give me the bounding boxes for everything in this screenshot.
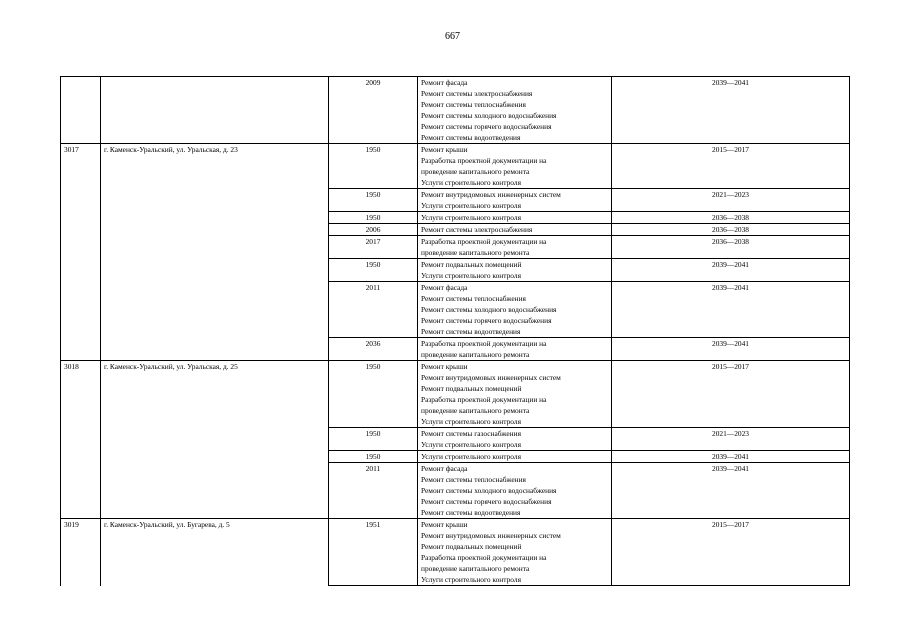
address-cell — [101, 361, 329, 428]
works-cell — [418, 519, 612, 586]
commissioning-year: 1950 — [365, 145, 381, 154]
period-cell — [612, 451, 850, 463]
year-cell — [329, 361, 418, 428]
work-item: Ремонт системы газоснабжения — [421, 429, 521, 438]
work-item: проведение капитального ремонта — [421, 406, 530, 415]
commissioning-year: 1950 — [365, 260, 381, 269]
house-address: г. Каменск-Уральский, ул. Уральская, д. 23 — [104, 145, 238, 154]
work-item: Ремонт системы холодного водоснабжения — [421, 486, 557, 495]
house-number-cell — [61, 212, 101, 224]
house-number-cell — [61, 451, 101, 463]
table-row — [61, 212, 850, 224]
period-cell — [612, 77, 850, 144]
address-cell — [101, 428, 329, 451]
work-item: Ремонт системы водоотведения — [421, 508, 521, 517]
planned-period: 2036—2038 — [712, 213, 749, 222]
planned-period: 2036—2038 — [712, 237, 749, 246]
works-cell — [418, 451, 612, 463]
work-item: Ремонт системы холодного водоснабжения — [421, 111, 557, 120]
planned-period: 2039—2041 — [712, 464, 749, 473]
work-item: проведение капитального ремонта — [421, 248, 530, 257]
planned-period: 2015—2017 — [712, 145, 749, 154]
work-item: Ремонт внутридомовых инженерных систем — [421, 531, 561, 540]
address-cell — [101, 144, 329, 189]
table-row — [61, 338, 850, 361]
work-item: Ремонт крыши — [421, 362, 468, 371]
year-cell — [329, 282, 418, 338]
address-cell — [101, 282, 329, 338]
works-cell — [418, 428, 612, 451]
work-item: проведение капитального ремонта — [421, 564, 530, 573]
house-number-cell — [61, 224, 101, 236]
commissioning-year: 1950 — [365, 190, 381, 199]
work-item: Ремонт фасада — [421, 283, 468, 292]
work-item: Ремонт системы водоотведения — [421, 327, 521, 336]
year-cell — [329, 259, 418, 282]
year-cell — [329, 338, 418, 361]
work-item: Ремонт фасада — [421, 464, 468, 473]
address-cell — [101, 212, 329, 224]
house-number-cell — [61, 519, 101, 586]
address-cell — [101, 224, 329, 236]
work-item: Услуги строительного контроля — [421, 417, 521, 426]
table-row — [61, 236, 850, 259]
period-cell — [612, 463, 850, 519]
year-cell — [329, 224, 418, 236]
house-number: 3018 — [64, 362, 79, 371]
house-number-cell — [61, 428, 101, 451]
planned-period: 2015—2017 — [712, 362, 749, 371]
house-number-cell — [61, 338, 101, 361]
house-number-cell — [61, 259, 101, 282]
year-cell — [329, 212, 418, 224]
work-item: Ремонт системы горячего водоснабжения — [421, 122, 552, 131]
house-number-cell — [61, 236, 101, 259]
table-row — [61, 361, 850, 428]
period-cell — [612, 519, 850, 586]
house-number-cell — [61, 361, 101, 428]
year-cell — [329, 519, 418, 586]
works-cell — [418, 338, 612, 361]
work-item: проведение капитального ремонта — [421, 167, 530, 176]
period-cell — [612, 189, 850, 212]
house-address: г. Каменск-Уральский, ул. Уральская, д. 25 — [104, 362, 238, 371]
commissioning-year: 2011 — [365, 283, 381, 292]
house-number-cell — [61, 144, 101, 189]
works-cell — [418, 236, 612, 259]
planned-period: 2015—2017 — [712, 520, 749, 529]
table-row — [61, 451, 850, 463]
work-item: Ремонт подвальных помещений — [421, 542, 522, 551]
works-cell — [418, 212, 612, 224]
planned-period: 2036—2038 — [712, 225, 749, 234]
table-row — [61, 428, 850, 451]
period-cell — [612, 212, 850, 224]
work-item: Услуги строительного контроля — [421, 440, 521, 449]
work-item: Услуги строительного контроля — [421, 271, 521, 280]
house-number-cell — [61, 77, 101, 144]
address-cell — [101, 463, 329, 519]
table-row — [61, 224, 850, 236]
work-item: Разработка проектной документации на — [421, 156, 547, 165]
work-item: проведение капитального ремонта — [421, 350, 530, 359]
house-number-cell — [61, 282, 101, 338]
work-item: Ремонт подвальных помещений — [421, 260, 522, 269]
work-item: Ремонт внутридомовых инженерных систем — [421, 373, 561, 382]
table-row — [61, 463, 850, 519]
period-cell — [612, 361, 850, 428]
work-item: Ремонт системы теплоснабжения — [421, 100, 526, 109]
work-item: Ремонт системы водоотведения — [421, 133, 521, 142]
work-item: Услуги строительного контроля — [421, 575, 521, 584]
address-cell — [101, 77, 329, 144]
work-item: Услуги строительного контроля — [421, 201, 521, 210]
commissioning-year: 2017 — [365, 237, 381, 246]
work-item: Услуги строительного контроля — [421, 213, 521, 222]
period-cell — [612, 259, 850, 282]
table-row — [61, 282, 850, 338]
work-item: Ремонт системы горячего водоснабжения — [421, 316, 552, 325]
works-cell — [418, 463, 612, 519]
work-item: Ремонт системы горячего водоснабжения — [421, 497, 552, 506]
work-item: Ремонт крыши — [421, 520, 468, 529]
works-cell — [418, 224, 612, 236]
period-cell — [612, 428, 850, 451]
planned-period: 2039—2041 — [712, 260, 749, 269]
year-cell — [329, 236, 418, 259]
commissioning-year: 1951 — [365, 520, 381, 529]
planned-period: 2021—2023 — [712, 429, 749, 438]
work-item: Ремонт крыши — [421, 145, 468, 154]
planned-period: 2039—2041 — [712, 78, 749, 87]
work-item: Ремонт фасада — [421, 78, 468, 87]
address-cell — [101, 338, 329, 361]
year-cell — [329, 189, 418, 212]
page-number: 667 — [445, 31, 460, 42]
house-address: г. Каменск-Уральский, ул. Бугарева, д. 5 — [104, 520, 230, 529]
work-item: Разработка проектной документации на — [421, 395, 547, 404]
works-cell — [418, 77, 612, 144]
work-item: Ремонт системы электроснабжения — [421, 225, 533, 234]
work-item: Разработка проектной документации на — [421, 237, 547, 246]
address-cell — [101, 236, 329, 259]
commissioning-year: 1950 — [365, 452, 381, 461]
works-cell — [418, 282, 612, 338]
planned-period: 2021—2023 — [712, 190, 749, 199]
works-cell — [418, 144, 612, 189]
work-item: Ремонт внутридомовых инженерных систем — [421, 190, 561, 199]
house-number-cell — [61, 463, 101, 519]
house-number: 3019 — [64, 520, 79, 529]
work-item: Услуги строительного контроля — [421, 452, 521, 461]
works-cell — [418, 259, 612, 282]
address-cell — [101, 451, 329, 463]
commissioning-year: 1950 — [365, 429, 381, 438]
table-row — [61, 519, 850, 586]
address-cell — [101, 519, 329, 586]
planned-period: 2039—2041 — [712, 283, 749, 292]
house-number-cell — [61, 189, 101, 212]
work-item: Ремонт системы теплоснабжения — [421, 294, 526, 303]
table-row — [61, 259, 850, 282]
commissioning-year: 2006 — [365, 225, 381, 234]
work-item: Разработка проектной документации на — [421, 339, 547, 348]
commissioning-year: 2009 — [365, 78, 381, 87]
work-item: Разработка проектной документации на — [421, 553, 547, 562]
period-cell — [612, 338, 850, 361]
year-cell — [329, 463, 418, 519]
year-cell — [329, 77, 418, 144]
work-item: Ремонт системы теплоснабжения — [421, 475, 526, 484]
address-cell — [101, 259, 329, 282]
table-row — [61, 189, 850, 212]
year-cell — [329, 451, 418, 463]
table-row — [61, 77, 850, 144]
table-row — [61, 144, 850, 189]
capital-repair-table — [60, 76, 850, 586]
period-cell — [612, 224, 850, 236]
works-cell — [418, 361, 612, 428]
commissioning-year: 1950 — [365, 362, 381, 371]
house-number: 3017 — [64, 145, 79, 154]
planned-period: 2039—2041 — [712, 452, 749, 461]
year-cell — [329, 144, 418, 189]
commissioning-year: 2036 — [365, 339, 381, 348]
period-cell — [612, 144, 850, 189]
commissioning-year: 2011 — [365, 464, 381, 473]
year-cell — [329, 428, 418, 451]
period-cell — [612, 236, 850, 259]
table-body — [61, 77, 850, 586]
planned-period: 2039—2041 — [712, 339, 749, 348]
work-item: Ремонт системы холодного водоснабжения — [421, 305, 557, 314]
work-item: Ремонт подвальных помещений — [421, 384, 522, 393]
works-cell — [418, 189, 612, 212]
commissioning-year: 1950 — [365, 213, 381, 222]
period-cell — [612, 282, 850, 338]
work-item: Ремонт системы электроснабжения — [421, 89, 533, 98]
work-item: Услуги строительного контроля — [421, 178, 521, 187]
address-cell — [101, 189, 329, 212]
